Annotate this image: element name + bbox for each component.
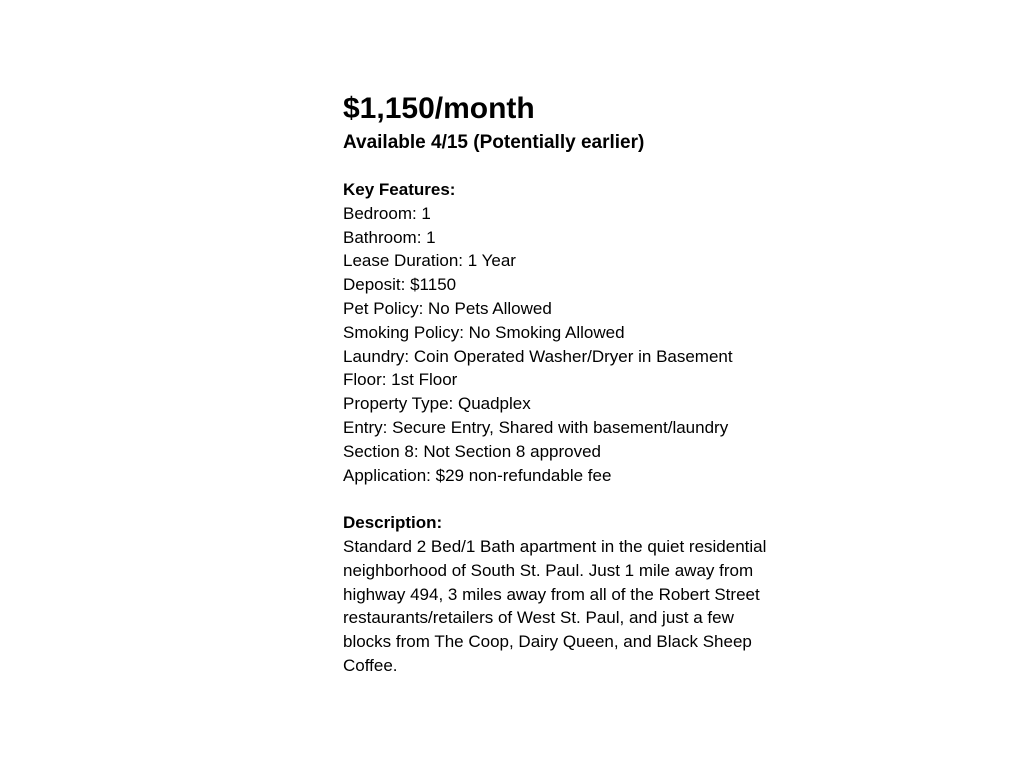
feature-property-type: Property Type: Quadplex [343,394,531,414]
description-line: restaurants/retailers of West St. Paul, and just a few [343,608,734,628]
description-line: neighborhood of South St. Paul. Just 1 mile away from [343,560,754,580]
feature-entry: Entry: Secure Entry, Shared with basement/laundry [343,417,729,437]
description-heading: Description: [343,513,443,533]
description-line: Coffee. [343,655,398,675]
feature-laundry: Laundry: Coin Operated Washer/Dryer in Basement [343,346,733,366]
availability-text: Available 4/15 (Potentially earlier) [343,132,645,153]
feature-smoking-policy: Smoking Policy: No Smoking Allowed [343,322,625,342]
feature-bedroom: Bedroom: 1 [343,203,431,223]
description-line: Standard 2 Bed/1 Bath apartment in the quiet residential [343,536,767,556]
feature-application: Application: $29 non-refundable fee [343,465,612,485]
feature-lease-duration: Lease Duration: 1 Year [343,251,516,271]
description-text [343,535,813,678]
feature-floor: Floor: 1st Floor [343,370,458,390]
feature-deposit: Deposit: $1150 [343,275,457,295]
listing-content [343,91,813,678]
feature-bathroom: Bathroom: 1 [343,227,436,247]
feature-section-8: Section 8: Not Section 8 approved [343,441,601,461]
key-features-list [343,202,813,488]
feature-pet-policy: Pet Policy: No Pets Allowed [343,298,552,318]
price-heading: $1,150/month [343,92,535,125]
description-line: blocks from The Coop, Dairy Queen, and Black Sheep [343,632,752,652]
description-line: highway 494, 3 miles away from all of the Robert Street [343,584,760,604]
key-features-heading: Key Features: [343,180,456,199]
